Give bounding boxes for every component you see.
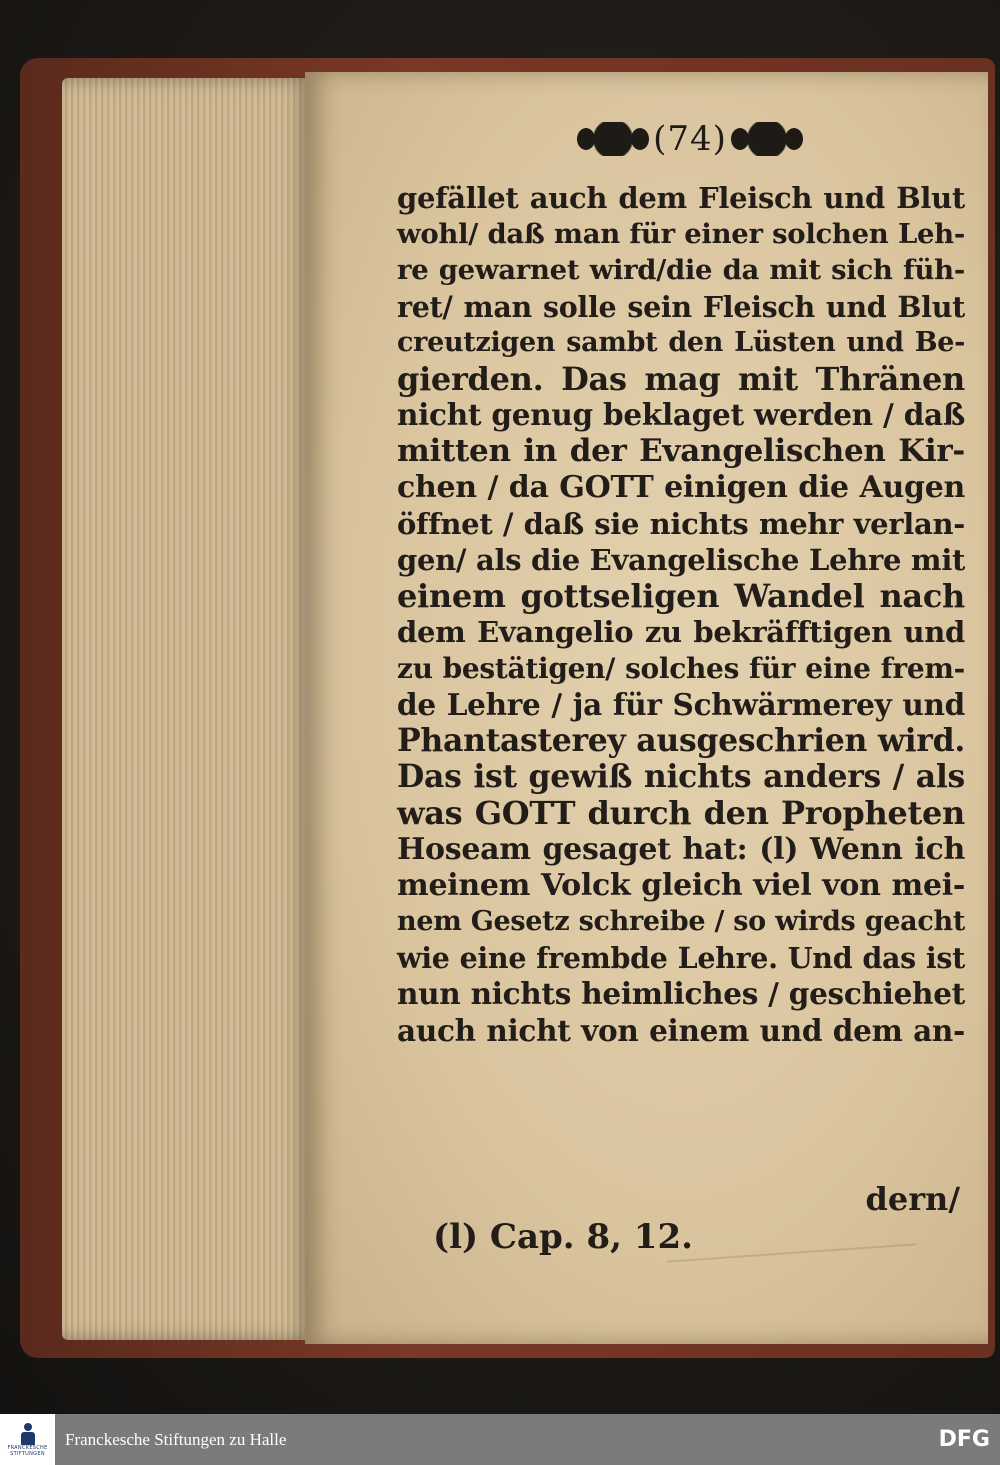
text-line: Das ist gewiß nichts anders / als xyxy=(397,758,965,796)
text-line: öffnet / daß sie nichts mehr verlan- xyxy=(397,506,965,541)
dfg-logo[interactable]: DFG xyxy=(938,1427,990,1452)
text-line: dem Evangelio zu bekräfftigen und xyxy=(397,615,965,650)
text-line: was GOTT durch den Propheten xyxy=(397,794,965,833)
text-line: wohl/ daß man für einer solchen Leh- xyxy=(397,218,965,251)
text-line: einem gottseligen Wandel nach xyxy=(397,577,965,616)
text-line: Hoseam gesaget hat: (l) Wenn ich xyxy=(397,831,965,867)
page-header xyxy=(565,114,815,164)
text-line: de Lehre / ja für Schwärmerey und xyxy=(397,686,965,722)
institution-title[interactable]: Franckesche Stiftungen zu Halle xyxy=(65,1429,287,1449)
text-line: creutzigen sambt den Lüsten und Be- xyxy=(397,326,965,358)
text-block xyxy=(397,180,965,1049)
page-number: (74) xyxy=(653,119,727,159)
text-line: ret/ man solle sein Fleisch und Blut xyxy=(397,289,965,324)
catchword: dern/ xyxy=(865,1180,960,1218)
text-line: auch nicht von einem und dem an- xyxy=(397,1012,965,1048)
text-line: meinem Volck gleich viel von mei- xyxy=(397,867,965,903)
text-line: nun nichts heimliches / geschiehet xyxy=(397,976,965,1012)
text-line: wie eine frembde Lehre. Und das ist xyxy=(397,941,965,976)
fleuron-left-icon xyxy=(583,122,643,156)
text-line: mitten in der Evangelischen Kir- xyxy=(397,433,965,470)
footnote: (l) Cap. 8, 12. xyxy=(433,1217,693,1257)
orphanage-figure-icon xyxy=(19,1423,37,1445)
text-line: chen / da GOTT einigen die Augen xyxy=(397,469,965,505)
text-line: gefället auch dem Fleisch und Blut xyxy=(397,181,965,215)
book-page xyxy=(305,72,988,1344)
text-line: zu bestätigen/ solches für eine frem- xyxy=(397,651,965,685)
logo-text: FRANCKESCHE STIFTUNGEN xyxy=(7,1444,48,1457)
text-line: Phantasterey ausgeschrien wird. xyxy=(397,722,965,760)
text-line: re gewarnet wird/die da mit sich füh- xyxy=(397,254,965,287)
page-edges xyxy=(62,78,312,1340)
text-line: nem Gesetz schreibe / so wirds geacht xyxy=(397,906,965,938)
text-line: gen/ als die Evangelische Lehre mit xyxy=(397,543,966,578)
text-line: nicht genug beklaget werden / daß xyxy=(397,397,965,433)
fleuron-right-icon xyxy=(737,122,797,156)
institution-logo[interactable] xyxy=(0,1414,55,1465)
footer-bar xyxy=(0,1414,1000,1465)
text-line: gierden. Das mag mit Thränen xyxy=(397,360,965,399)
